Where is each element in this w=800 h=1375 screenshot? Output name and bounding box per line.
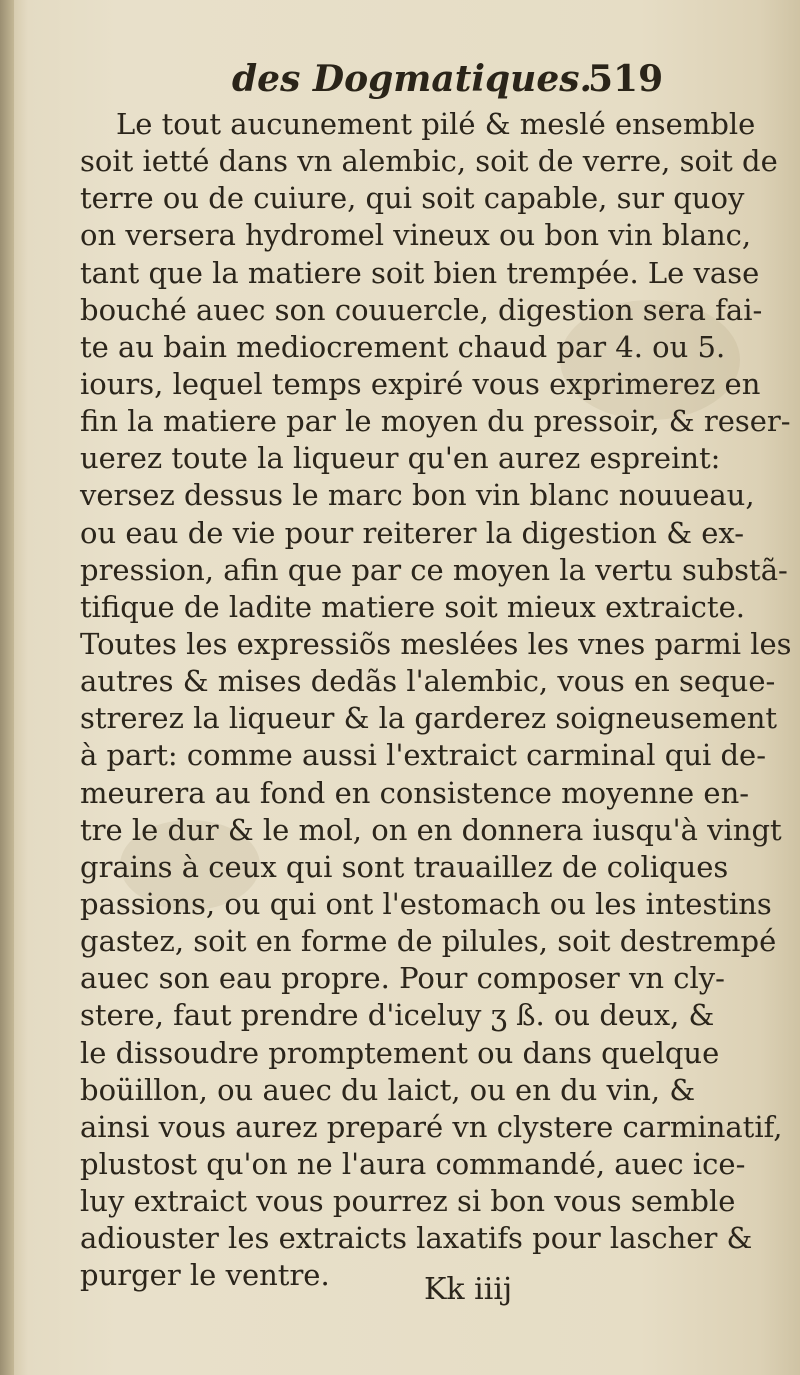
text-line: terre ou de cuiure, qui soit capable, sur quoy [80, 181, 745, 216]
text-line: tifique de ladite matiere soit mieux extraicte. [80, 589, 745, 624]
text-line: bouché auec son couuercle, digestion sera fai- [80, 292, 763, 327]
text-line: plustost qu'on ne l'aura commandé, auec ice- [80, 1146, 746, 1181]
text-line: ainsi vous aurez preparé vn clystere carminatif, [80, 1109, 783, 1144]
text-line: adiouster les extraicts laxatifs pour lascher & [80, 1221, 753, 1256]
text-line: gastez, soit en forme de pilules, soit destrempé [80, 924, 777, 959]
text-line: meurera au fond en consistence moyenne en- [80, 775, 750, 810]
page-gutter [0, 0, 14, 1375]
signature-mark: Kk iiij [424, 1272, 513, 1307]
text-line: stere, faut prendre d'iceluy ʒ ß. ou deux, & [80, 998, 715, 1033]
text-line: strerez la liqueur & la garderez soigneusement [80, 701, 778, 736]
running-head-title: des Dogmatiques. [232, 58, 593, 100]
text-line: fin la matiere par le moyen du pressoir, & reser- [80, 404, 791, 439]
text-line: passions, ou qui ont l'estomach ou les intestins [80, 886, 772, 921]
text-line: iours, lequel temps expiré vous exprimerez en [80, 366, 761, 401]
text-line: te au bain mediocrement chaud par 4. ou 5. [80, 329, 726, 364]
text-line: soit ietté dans vn alembic, soit de verre, soit de [80, 144, 778, 179]
text-line: à part: comme aussi l'extraict carminal qui de- [80, 738, 767, 773]
text-line: versez dessus le marc bon vin blanc nouueau, [80, 478, 755, 513]
body-text [80, 106, 792, 1295]
text-line: Le tout aucunement pilé & meslé ensemble [116, 107, 756, 141]
text-line: uerez toute la liqueur qu'en aurez espreint: [80, 441, 721, 476]
text-line: Toutes les expressiõs meslées les vnes parmi les [80, 626, 792, 661]
text-line: pression, afin que par ce moyen la vertu substã- [80, 552, 788, 587]
page-number: 519 [588, 58, 664, 100]
text-line: on versera hydromel vineux ou bon vin blanc, [80, 218, 752, 253]
text-line: autres & mises dedãs l'alembic, vous en seque- [80, 664, 776, 699]
text-line: auec son eau propre. Pour composer vn cly- [80, 961, 725, 996]
text-line: le dissoudre promptement ou dans quelque [80, 1035, 720, 1070]
text-line: tre le dur & le mol, on en donnera iusqu'à vingt [80, 812, 782, 847]
text-line: ou eau de vie pour reiterer la digestion & ex- [80, 515, 745, 550]
text-line: grains à ceux qui sont trauaillez de coliques [80, 849, 729, 884]
text-line: boüillon, ou auec du laict, ou en du vin, & [80, 1072, 696, 1107]
text-line: luy extraict vous pourrez si bon vous semble [80, 1184, 736, 1219]
text-line: purger le ventre. [80, 1258, 330, 1293]
text-line: tant que la matiere soit bien trempée. Le vase [80, 255, 760, 290]
